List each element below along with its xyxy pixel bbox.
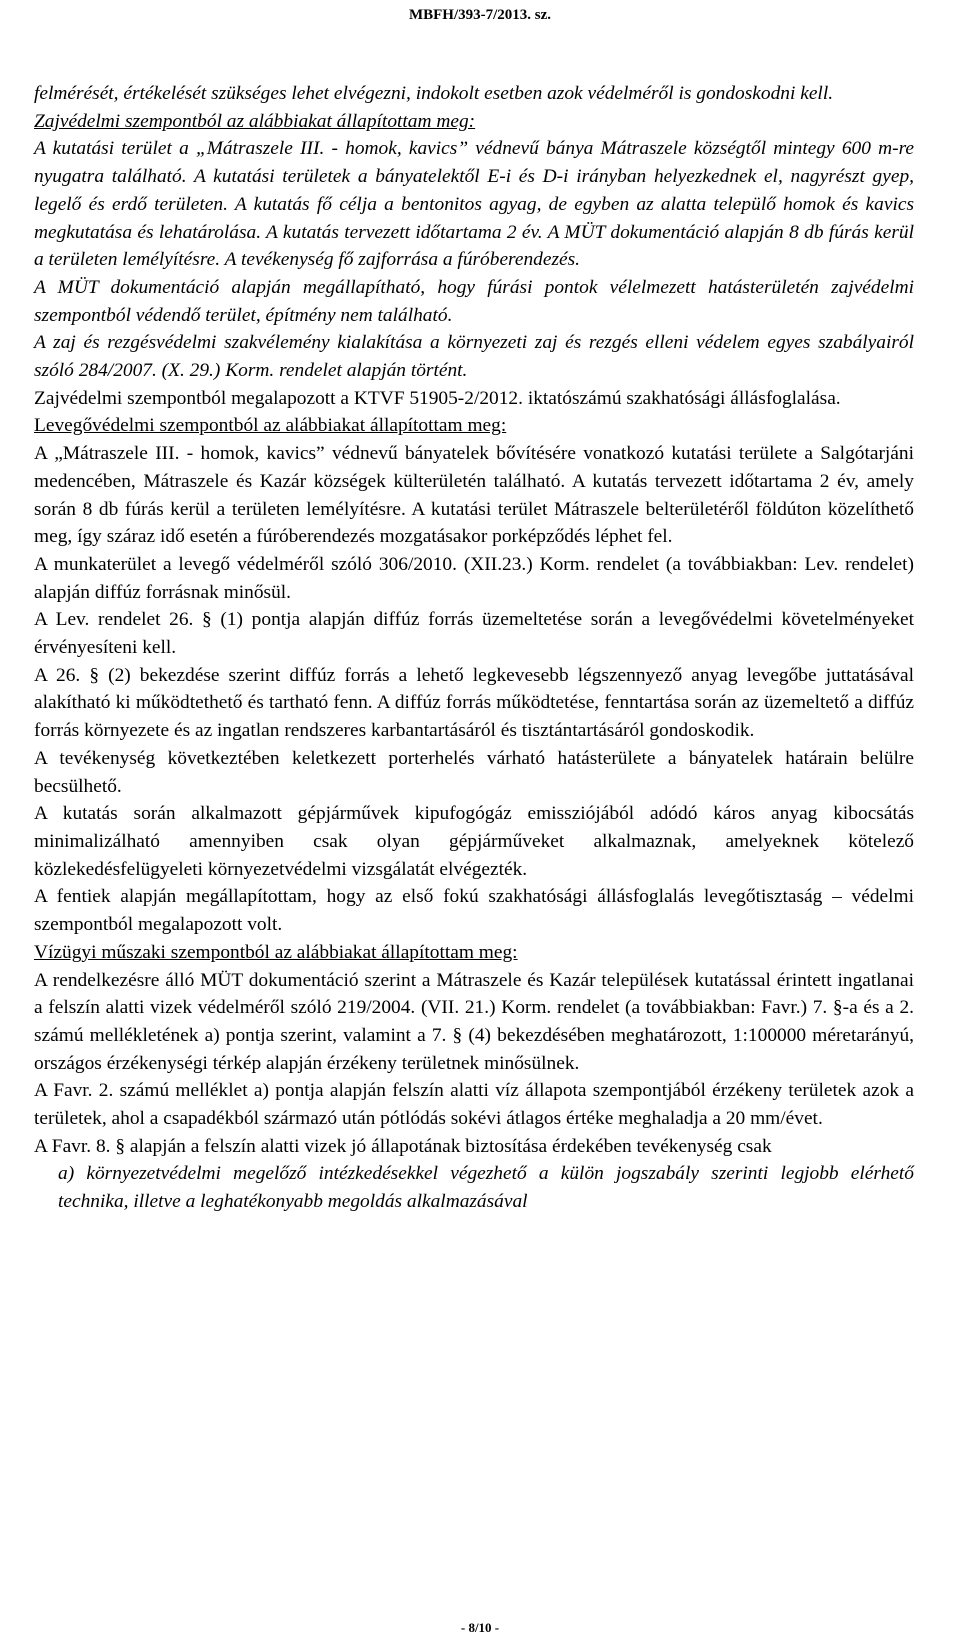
paragraph-noise-conclusion: Zajvédelmi szempontból megalapozott a KTVF 51905-2/2012. iktatószámú szakhatósági állásfoglalása.	[34, 387, 841, 409]
paragraph-air-vehicle-emission: A kutatás során alkalmazott gépjárművek kipufogógáz emissziójából adódó káros anyag kibocsátás minimalizálható amennyiben csak olyan gépjárműveket alkalmaznak, amelyeknek kötelező közlekedésfelügyeleti környezetvédelmi vizsgálatát elvégezték.	[34, 803, 914, 880]
list-item-a: a) környezetvédelmi megelőző intézkedésekkel végezhető a külön jogszabály szerinti legjobb elérhető technika, illetve a leghatékonyabb megoldás alkalmazásával	[58, 1163, 914, 1213]
paragraph-noise-research-area: A kutatási terület a „Mátraszele III. - homok, kavics” védnevű bánya Mátraszele községtől mintegy 600 m-re nyugatra található. A kutatási területek a bányatelektől E-i és D-i irányban helyezkednek el, nagyrészt gyep, legelő és erdő területen. A kutatás fő célja a bentonitos agyag, de egyben az alatta települő homok és kavics megkutatása és lehatárolása. A kutatás tervezett időtartama 2 év. A MÜT dokumentáció alapján 8 db fúrás kerül a területen lemélyítésre. A tevékenység fő zajforrása a fúróberendezés.	[34, 138, 914, 271]
document-reference-header: MBFH/393-7/2013. sz.	[408, 7, 552, 23]
paragraph-noise-regulation: A zaj és rezgésvédelmi szakvélemény kialakítása a környezeti zaj és rezgés elleni védelem egyes szabályairól szóló 284/2007. (X. 29.) Korm. rendelet alapján történt.	[34, 332, 914, 382]
paragraph-water-favr-8: A Favr. 8. § alapján a felszín alatti vizek jó állapotának biztosítása érdekében tevékenység csak	[34, 1135, 772, 1157]
paragraph-water-favr-annex: A Favr. 2. számú melléklet a) pontja alapján felszín alatti víz állapota szempontjából érzékeny területek azok a területek, ahol a csapadékból származó után pótlódás sokévi átlagos értéke meghaladja a 20 mm/évet.	[34, 1080, 914, 1130]
paragraph-air-research-area: A „Mátraszele III. - homok, kavics” védnevű bányatelek bővítésére vonatkozó kutatási területe a Salgótarjáni medencében, Mátraszele és Kazár községek külterületén található. A kutatás tervezett időtartama 2 év, amely során 8 db fúrás kerül a területen lemélyítésre. A kutatási terület Mátraszele belterületéről földúton közelíthető meg, így száraz idő esetén a fúróberendezés mozgatásakor porképződés léphet fel.	[34, 443, 914, 548]
section-heading-air: Levegővédelmi szempontból az alábbiakat állapítottam meg:	[34, 415, 507, 437]
page-number-footer: - 8/10 -	[460, 1620, 500, 1635]
section-heading-water: Vízügyi műszaki szempontból az alábbiakat állapítottam meg:	[34, 941, 518, 963]
document-body	[34, 80, 914, 1216]
paragraph-air-dust-load: A tevékenység következtében keletkezett porterhelés várható hatásterülete a bányatelek határain belülre becsülhető.	[34, 747, 914, 797]
paragraph-air-conclusion: A fentiek alapján megállapítottam, hogy az első fokú szakhatósági állásfoglalás levegőtisztaság – védelmi szempontból megalapozott volt.	[34, 886, 914, 936]
section-heading-noise: Zajvédelmi szempontból az alábbiakat állapítottam meg:	[34, 110, 476, 132]
paragraph-air-diffuse-source: A munkaterület a levegő védelméről szóló 306/2010. (XII.23.) Korm. rendelet (a továbbiakban: Lev. rendelet) alapján diffúz forrásnak minősül.	[34, 553, 914, 603]
paragraph-noise-affected-area: A MÜT dokumentáció alapján megállapítható, hogy fúrási pontok vélelmezett hatásterületén zajvédelmi szempontból védendő terület, építmény nem található.	[34, 276, 914, 326]
paragraph-air-regulation-26-2: A 26. § (2) bekezdése szerint diffúz forrás a lehető legkevesebb légszennyező anyag levegőbe juttatásával alakítható ki működtethető és tartható fenn. A diffúz forrás működtetése, fenntartása során az üzemeltető a diffúz forrás környezete és az ingatlan rendszeres karbantartásáról és tisztántartásáról gondoskodik.	[34, 664, 914, 742]
paragraph-water-sensitivity: A rendelkezésre álló MÜT dokumentáció szerint a Mátraszele és Kazár települések kutatással érintett ingatlanai a felszín alatti vizek védelméről szóló 219/2004. (VII. 21.) Korm. rendelet (a továbbiakban: Favr.) 7. §-a és a 2. számú mellékletének a) pontja szerint, valamint a 7. § (4) bekezdésében meghatározott, 1:100000 méretarányú, országos érzékenységi térkép alapján érzékeny területnek minősülnek.	[34, 969, 914, 1074]
paragraph-continuation: felmérését, értékelését szükséges lehet elvégezni, indokolt esetben azok védelméről is gondoskodni kell.	[34, 83, 834, 104]
paragraph-air-regulation-26-1: A Lev. rendelet 26. § (1) pontja alapján diffúz forrás üzemeltetése során a levegővédelmi követelményeket érvényesíteni kell.	[34, 609, 914, 659]
